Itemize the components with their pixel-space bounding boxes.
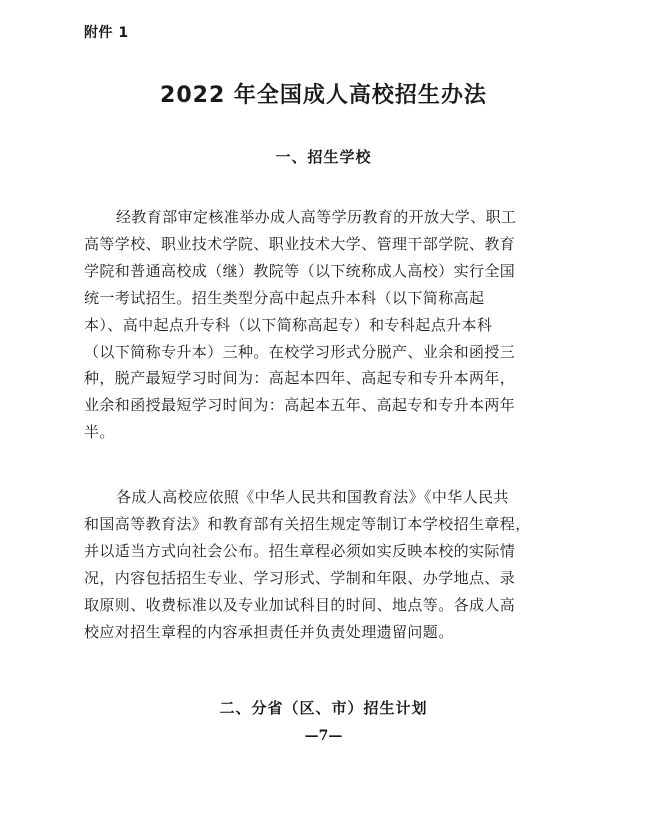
paragraph-line: 种，脱产最短学习时间为：高起本四年、高起专和专升本两年， [84, 369, 516, 388]
paragraph-line: 况，内容包括招生专业、学习形式、学制和年限、办学地点、录 [84, 568, 516, 587]
paragraph-line: 取原则、收费标准以及专业加试科目的时间、地点等。各成人高 [84, 595, 516, 614]
paragraph-line: 高等学校、职业技术学院、职业技术大学、管理干部学院、教育 [84, 234, 516, 253]
paragraph-school-types [84, 204, 566, 446]
section-heading-provincial-plan: 二、分省（区、市）招生计划 [219, 699, 428, 717]
page-number: —7— [304, 728, 343, 744]
paragraph-line: 半。 [84, 423, 115, 442]
paragraph-line: 学院和普通高校成（继）教院等（以下统称成人高校）实行全国 [84, 261, 516, 280]
paragraph-line: 校应对招生章程的内容承担责任并负责处理遗留问题。 [84, 622, 454, 641]
paragraph-line: 和国高等教育法》和教育部有关招生规定等制订本学校招生章程， [84, 514, 531, 533]
section-heading-admission-schools: 一、招生学校 [275, 148, 372, 166]
paragraph-line: 各成人高校应依照《中华人民共和国教育法》《中华人民共 [116, 488, 509, 506]
paragraph-line: 统一考试招生。招生类型分高中起点升本科（以下简称高起 [84, 288, 485, 307]
attachment-label: 附件 1 [84, 25, 129, 41]
paragraph-line: 经教育部审定核准举办成人高等学历教育的开放大学、职工 [116, 208, 517, 226]
paragraph-line: 本）、高中起点升专科（以下简称高起专）和专科起点升本科 [84, 315, 493, 334]
paragraph-line: 业余和函授最短学习时间为：高起本五年、高起专和专升本两年 [84, 396, 516, 415]
paragraph-line: 并以适当方式向社会公布。招生章程必须如实反映本校的实际情 [84, 541, 516, 560]
paragraph-line: （以下简称专升本）三种。在校学习形式分脱产、业余和函授三 [84, 342, 516, 361]
paragraph-admission-charter [84, 484, 566, 645]
document-title: 2022 年全国成人高校招生办法 [160, 83, 487, 108]
